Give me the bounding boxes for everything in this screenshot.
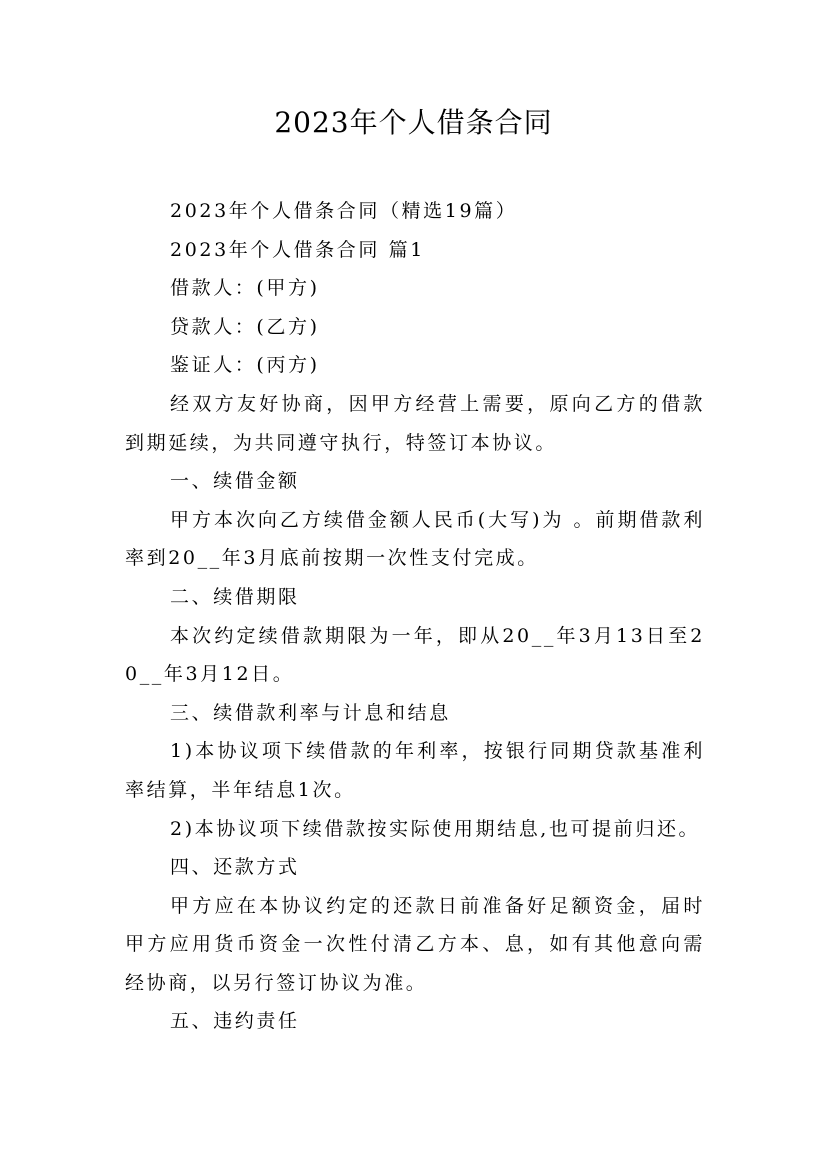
paragraph-borrower: 借款人：(甲方) bbox=[170, 277, 320, 300]
paragraph-heading-term: 二、续借期限 bbox=[170, 585, 300, 608]
paragraph-interest-1: 1)本协议项下续借款的年利率，按银行同期贷款基准利率结算，半年结息1次。 bbox=[125, 740, 705, 801]
paragraph-term: 本次约定续借款期限为一年，即从20__年3月13日至20__年3月12日。 bbox=[125, 624, 705, 686]
paragraph-heading-amount: 一、续借金额 bbox=[170, 470, 300, 493]
paragraph-amount: 甲方本次向乙方续借金额人民币(大写)为 。前期借款利率到20__年3月底前按期一次性支付完成。 bbox=[125, 508, 705, 570]
paragraph-heading-breach: 五、违约责任 bbox=[170, 1010, 300, 1033]
document-body bbox=[125, 192, 705, 1041]
paragraph-interest-2: 2)本协议项下续借款按实际使用期结息,也可提前归还。 bbox=[170, 817, 701, 840]
paragraph-witness: 鉴证人：(丙方) bbox=[170, 354, 320, 377]
paragraph-heading-interest: 三、续借款利率与计息和结息 bbox=[170, 701, 451, 724]
paragraph-repayment: 甲方应在本协议约定的还款日前准备好足额资金，届时甲方应用货币资金一次性付清乙方本、息，如有其他意向需经协商，以另行签订协议为准。 bbox=[125, 894, 705, 994]
paragraph-lender: 贷款人：(乙方) bbox=[170, 315, 320, 338]
paragraph-heading-repayment: 四、还款方式 bbox=[170, 856, 300, 879]
paragraph-section-heading: 2023年个人借条合同 篇1 bbox=[170, 238, 425, 261]
document-title: 2023年个人借条合同 bbox=[274, 106, 553, 139]
paragraph-intro: 经双方友好协商，因甲方经营上需要，原向乙方的借款到期延续，为共同遵守执行，特签订本协议。 bbox=[125, 392, 705, 454]
paragraph-subtitle: 2023年个人借条合同（精选19篇） bbox=[170, 200, 518, 222]
